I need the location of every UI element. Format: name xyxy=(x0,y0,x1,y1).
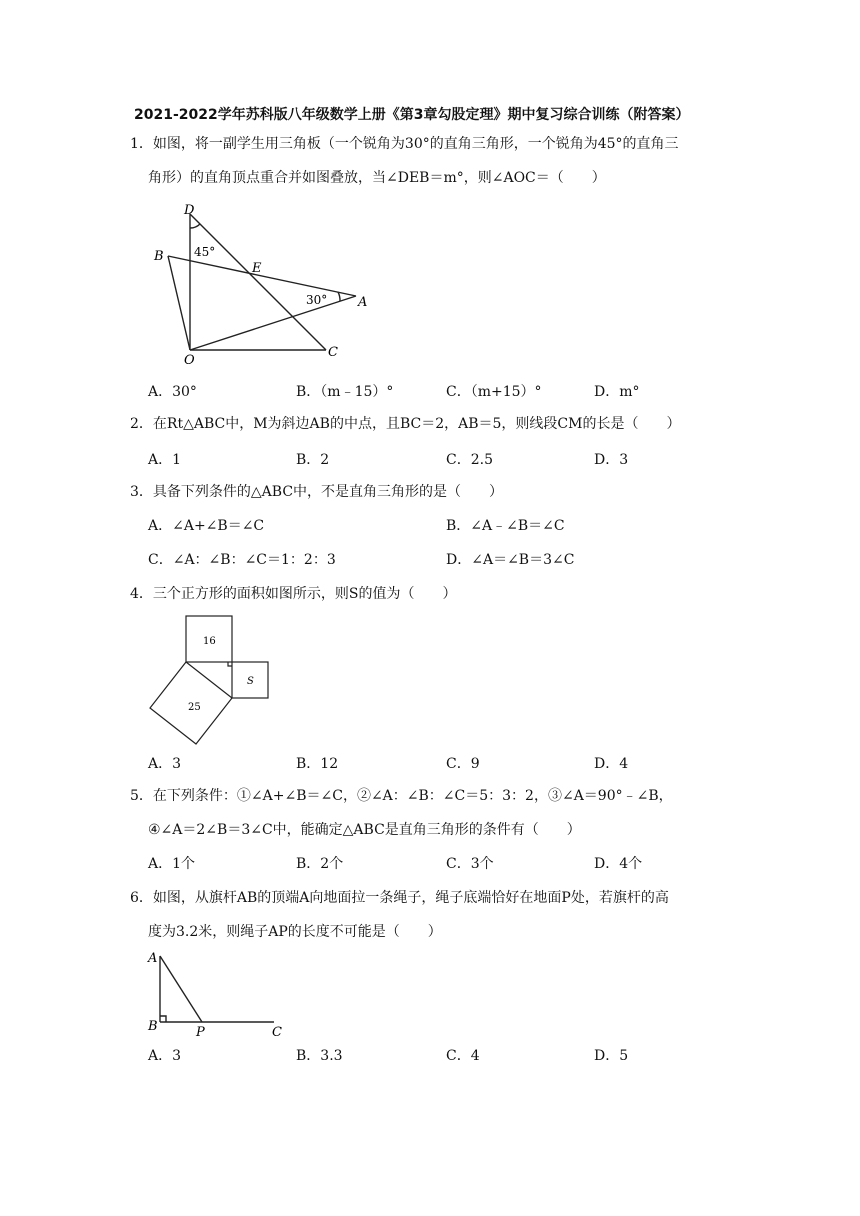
q4-option-b: B．12 xyxy=(296,756,339,772)
q1-angle-arc-45 xyxy=(190,224,200,228)
q3-option-c: C．∠A：∠B：∠C＝1：2：3 xyxy=(148,552,336,568)
q1-figure xyxy=(148,200,380,370)
q6-text-line-1: 6．如图，从旗杆AB的顶端A向地面拉一条绳子，绳子底端恰好在地面P处，若旗杆的高 xyxy=(130,890,669,906)
q1-label-30: 30° xyxy=(306,293,328,307)
q4-label-16: 16 xyxy=(203,636,216,647)
q4-label-s: S xyxy=(247,676,254,687)
q6-option-c: C．4 xyxy=(446,1048,480,1064)
q2-option-b: B．2 xyxy=(296,452,330,468)
q1-label-A: A xyxy=(358,295,368,310)
q4-figure xyxy=(148,614,278,746)
q6-option-d: D．5 xyxy=(594,1048,629,1064)
q1-option-b: B．（m﹣15）° xyxy=(296,384,394,400)
q6-label-P: P xyxy=(196,1025,205,1038)
q1-option-c: C．（m+15）° xyxy=(446,384,542,400)
q2-option-a: A．1 xyxy=(148,452,182,468)
q3-option-a: A．∠A+∠B＝∠C xyxy=(148,518,265,534)
q5-text-line-2: ④∠A＝2∠B＝3∠C中，能确定△ABC是直角三角形的条件有（ ） xyxy=(148,822,581,838)
q6-figure xyxy=(144,946,294,1038)
q1-label-C: C xyxy=(328,345,338,360)
q6-right-angle-mark xyxy=(160,1016,166,1022)
q5-option-d: D．4个 xyxy=(594,856,643,872)
q5-option-c: C．3个 xyxy=(446,856,494,872)
q2-option-d: D．3 xyxy=(594,452,629,468)
q1-option-d: D．m° xyxy=(594,384,640,400)
q6-option-b: B．3.3 xyxy=(296,1048,343,1064)
q4-text: 4．三个正方形的面积如图所示，则S的值为（ ） xyxy=(130,586,457,602)
q4-label-25: 25 xyxy=(188,702,201,713)
q1-text-line-1: 1．如图，将一副学生用三角板（一个锐角为30°的直角三角形，一个锐角为45°的直角三 xyxy=(130,136,679,152)
q1-line-DC xyxy=(190,214,326,350)
q1-text-line-2: 角形）的直角顶点重合并如图叠放，当∠DEB＝m°，则∠AOC＝（ ） xyxy=(148,170,606,186)
q3-text: 3．具备下列条件的△ABC中，不是直角三角形的是（ ） xyxy=(130,484,504,500)
q1-label-E: E xyxy=(252,261,262,276)
q1-label-B: B xyxy=(154,249,164,264)
q1-line-BO xyxy=(168,256,190,350)
q4-option-c: C．9 xyxy=(446,756,480,772)
q6-option-a: A．3 xyxy=(148,1048,182,1064)
q5-option-a: A．1个 xyxy=(148,856,196,872)
q2-text: 2．在Rt△ABC中，M为斜边AB的中点，且BC＝2，AB＝5，则线段CM的长是（ ） xyxy=(130,416,681,432)
q4-option-d: D．4 xyxy=(594,756,629,772)
q1-label-45: 45° xyxy=(194,245,216,259)
q6-label-C: C xyxy=(272,1025,282,1038)
q6-label-B: B xyxy=(148,1019,158,1034)
worksheet-title: 2021-2022学年苏科版八年级数学上册《第3章勾股定理》期中复习综合训练（附答案） xyxy=(134,107,690,123)
q5-text-line-1: 5．在下列条件：①∠A+∠B＝∠C，②∠A：∠B：∠C＝5：3：2，③∠A＝90°﹣∠B， xyxy=(130,788,673,804)
q1-label-D: D xyxy=(184,203,195,218)
q2-option-c: C．2.5 xyxy=(446,452,493,468)
q1-line-BA xyxy=(168,256,356,296)
q1-option-a: A．30° xyxy=(148,384,197,400)
q3-option-b: B．∠A﹣∠B＝∠C xyxy=(446,518,565,534)
q4-option-a: A．3 xyxy=(148,756,182,772)
q6-text-line-2: 度为3.2米，则绳子AP的长度不可能是（ ） xyxy=(148,924,442,940)
q1-line-OA xyxy=(190,296,356,350)
q3-option-d: D．∠A＝∠B＝3∠C xyxy=(446,552,575,568)
q1-label-O: O xyxy=(184,353,195,368)
q5-option-b: B．2个 xyxy=(296,856,344,872)
q1-angle-arc-30 xyxy=(338,292,340,301)
q6-line-AP xyxy=(160,956,202,1022)
q6-label-A: A xyxy=(148,951,158,966)
